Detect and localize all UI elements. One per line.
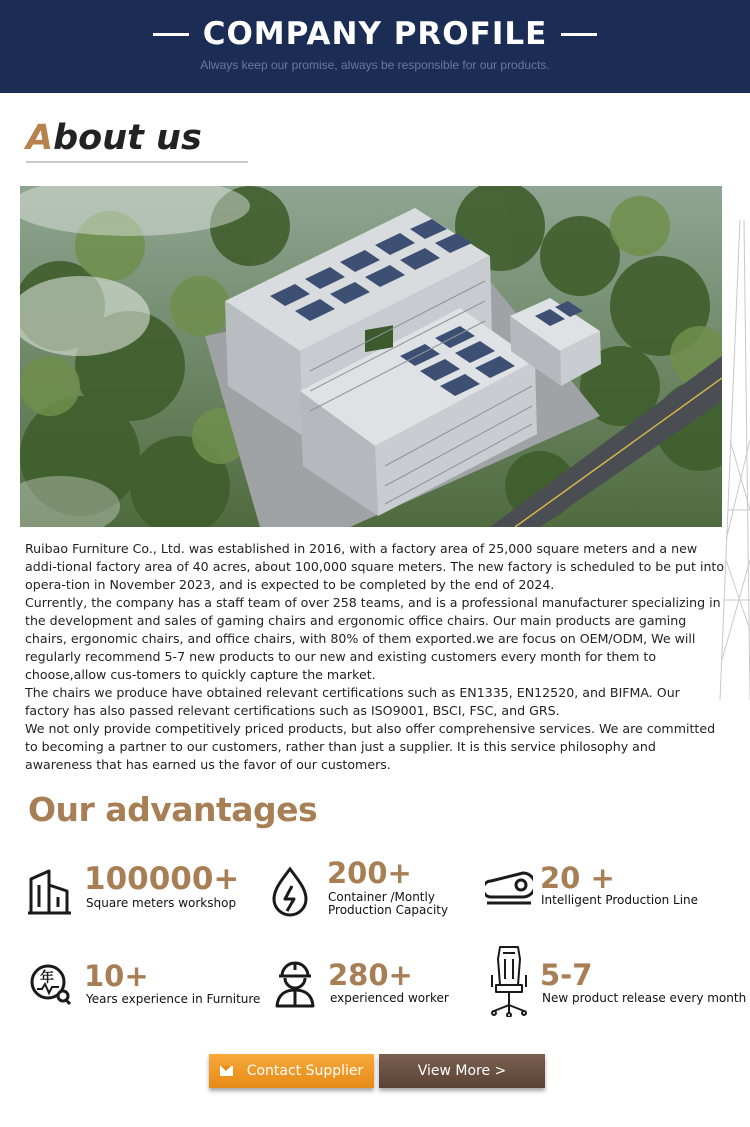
year-glyph: 年 bbox=[40, 970, 54, 986]
about-title-initial: A bbox=[26, 118, 54, 158]
about-title bbox=[26, 118, 202, 158]
header-right-dash bbox=[561, 33, 597, 36]
contact-supplier-button[interactable] bbox=[209, 1054, 374, 1088]
stat-number: 100000+ bbox=[84, 861, 240, 897]
mail-icon bbox=[220, 1066, 233, 1076]
gaming-chair-icon bbox=[488, 945, 530, 1017]
stat-number: 20 + bbox=[540, 861, 615, 895]
factory-aerial-image bbox=[20, 186, 722, 527]
contact-supplier-label: Contact Supplier bbox=[246, 1063, 364, 1079]
advantages-title: Our advantages bbox=[28, 790, 318, 829]
header-left-dash bbox=[153, 33, 189, 36]
header-banner bbox=[0, 0, 750, 93]
view-more-button[interactable] bbox=[379, 1054, 545, 1088]
page-title: COMPANY PROFILE bbox=[202, 16, 548, 52]
about-description bbox=[25, 540, 725, 774]
stat-label-line1: Container /Montly bbox=[328, 890, 435, 904]
building-icon bbox=[27, 867, 73, 917]
stat-number: 10+ bbox=[84, 959, 149, 993]
stat-label: Years experience in Furniture bbox=[86, 992, 261, 1006]
stat-number: 5-7 bbox=[540, 958, 593, 992]
lightning-drop-icon bbox=[270, 866, 310, 918]
stat-label: experienced worker bbox=[330, 991, 449, 1005]
about-paragraph: The chairs we produce have obtained relevant certifications such as EN1335, EN12520, and BIFMA. Our factory has also passed relevant certifications such as ISO9001, BSCI, FSC, and GRS. bbox=[25, 685, 680, 718]
stat-number: 200+ bbox=[327, 856, 412, 890]
stat-label: Square meters workshop bbox=[86, 896, 237, 910]
stat-number: 280+ bbox=[328, 958, 413, 992]
header-title-row bbox=[0, 14, 750, 54]
conveyor-icon bbox=[485, 867, 533, 907]
about-paragraph: Currently, the company has a staff team of over 258 teams, and is a professional manufacturer specializing in the development and sales of gaming chairs and ergonomic office chairs. Our main products are gaming chairs, ergonomic chairs, and office chairs, with 80% of them exported.we are focus on OEM/ODM, We will regularly recommend 5-7 new products to our new and existing customers every month for them to choose,allow cus-tomers to quickly capture the market. bbox=[25, 595, 721, 682]
about-paragraph: Ruibao Furniture Co., Ltd. was established in 2016, with a factory area of 25,000 square meters and a new addi-tional factory area of 40 acres, about 100,000 square meters. The new factory is scheduled to be put into opera-tion in November 2023, and is expected to be completed by the end of 2024. bbox=[25, 541, 725, 592]
page-subtitle: Always keep our promise, always be responsible for our products. bbox=[200, 58, 550, 72]
about-title-rest: bout us bbox=[53, 118, 202, 158]
stat-label: Intelligent Production Line bbox=[541, 893, 699, 907]
about-underline bbox=[26, 161, 248, 163]
stat-label-line2: Production Capacity bbox=[328, 903, 449, 917]
worker-icon bbox=[274, 960, 316, 1008]
about-paragraph: We not only provide competitively priced products, but also offer comprehensive services. We are committed to becoming a partner to our customers, rather than just a supplier. It is this service philosophy and awareness that has earned us the favor of our customers. bbox=[25, 721, 716, 772]
year-calendar-icon bbox=[29, 963, 71, 1005]
stat-label: New product release every month bbox=[542, 991, 747, 1005]
view-more-label: View More > bbox=[417, 1063, 507, 1079]
